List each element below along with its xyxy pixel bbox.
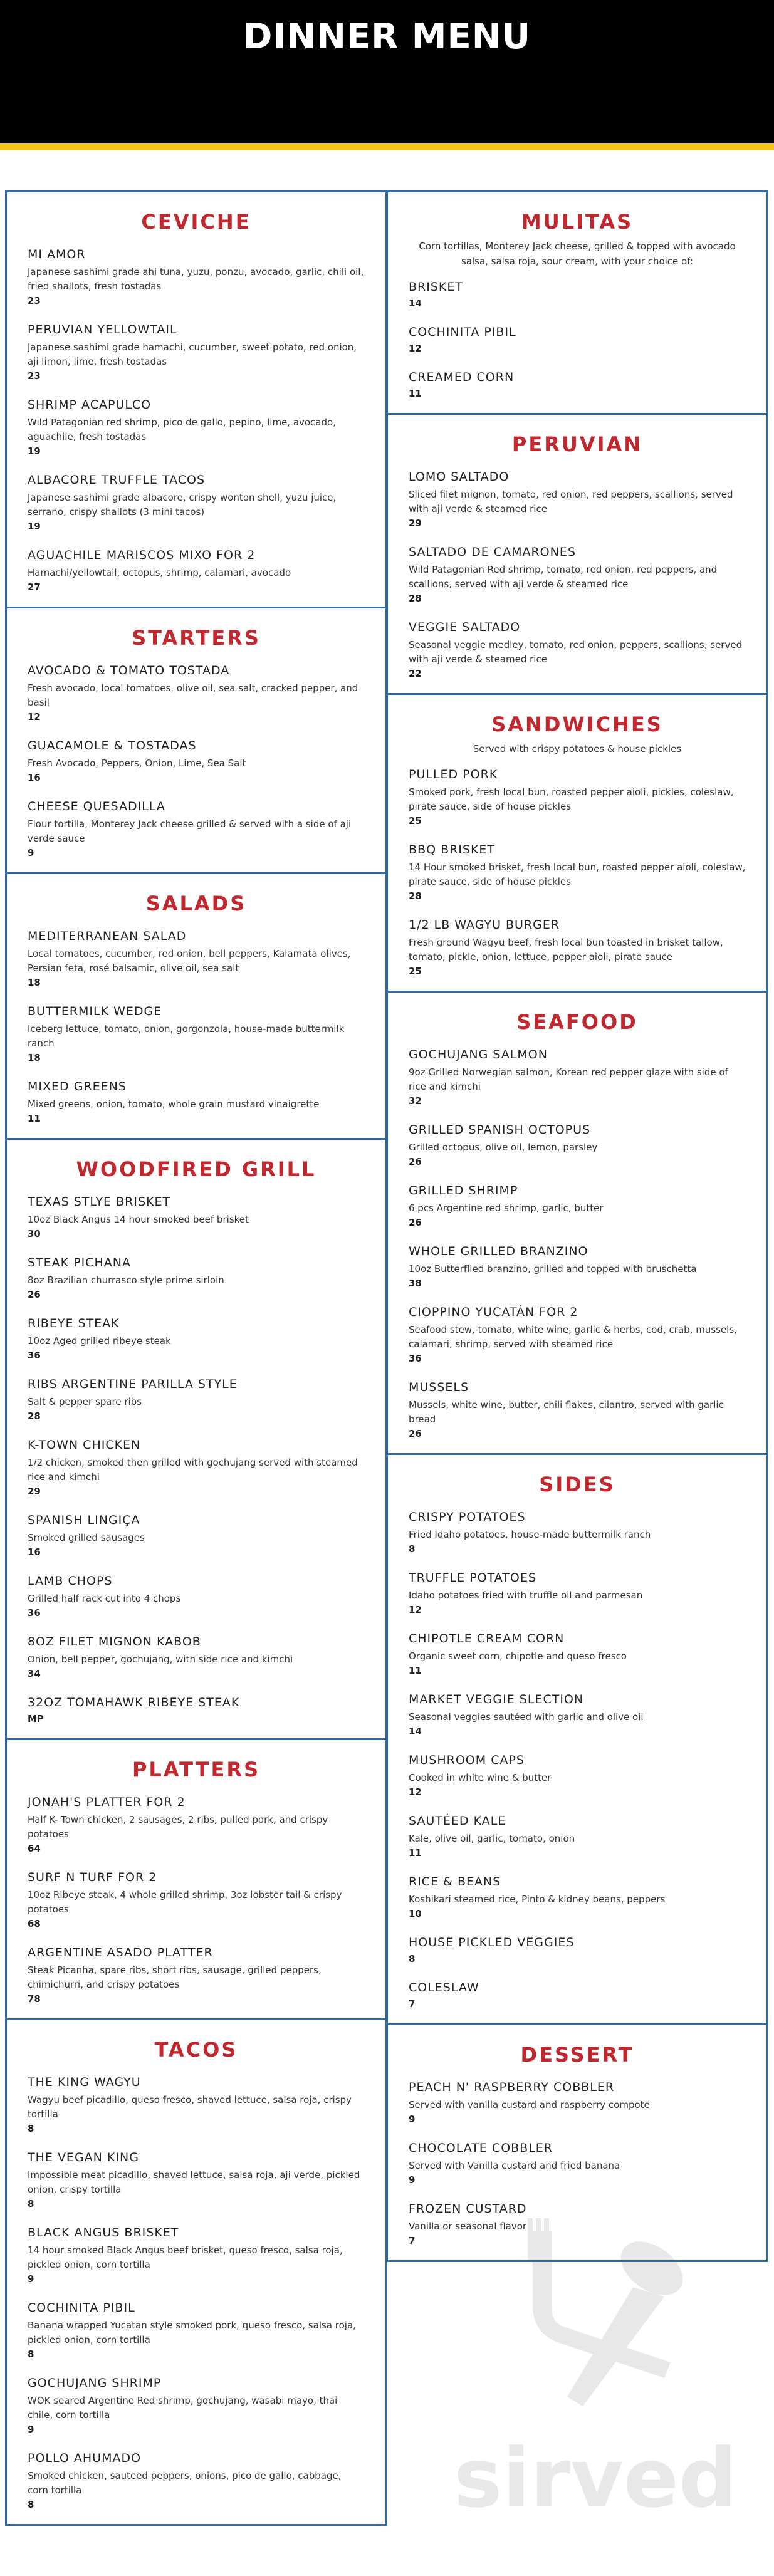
menu-item — [28, 248, 365, 306]
menu-item — [409, 370, 746, 399]
item-description: Salt & pepper spare ribs — [28, 1396, 142, 1407]
item-price: 26 — [409, 1217, 422, 1228]
item-price: 7 — [409, 2235, 416, 2246]
menu-item — [28, 2226, 365, 2285]
item-description: 10oz Black Angus 14 hour smoked beef brisket — [28, 1214, 249, 1225]
item-description: Japanese sashimi grade albacore, crispy wonton shell, yuzu juice, serrano, crispy shallots (3 mini tacos) — [28, 492, 337, 518]
item-price: 11 — [28, 1113, 41, 1124]
section-title: PERUVIAN — [511, 432, 643, 456]
item-price: 8 — [409, 1543, 416, 1555]
menu-item — [409, 843, 746, 902]
item-name: SPANISH LINGIÇA — [28, 1513, 140, 1527]
item-description: Seasonal veggies sautéed with garlic and olive oil — [409, 1711, 644, 1723]
item-description: Smoked chicken, sauteed peppers, onions, pico de gallo, cabbage, corn tortilla — [28, 2470, 342, 2496]
item-price: 11 — [409, 1847, 422, 1859]
item-price: 14 — [409, 298, 422, 309]
item-name: PEACH N' RASPBERRY COBBLER — [409, 2080, 615, 2094]
item-price: 64 — [28, 1843, 41, 1854]
header-stripe — [0, 143, 774, 150]
item-price: 16 — [28, 772, 41, 783]
menu-item — [28, 664, 365, 722]
item-name: RIBEYE STEAK — [28, 1317, 120, 1330]
menu-item — [28, 1795, 365, 1854]
item-price: 9 — [28, 2424, 34, 2435]
item-description: Iceberg lettuce, tomato, onion, gorgonzola, house-made buttermilk ranch — [28, 1023, 345, 1049]
section-title: MULITAS — [521, 210, 634, 234]
item-name: GOCHUJANG SALMON — [409, 1048, 548, 1061]
section-peruvian — [386, 413, 768, 695]
menu-item — [409, 1875, 746, 1919]
item-name: MEDITERRANEAN SALAD — [28, 929, 187, 943]
item-name: MI AMOR — [28, 248, 86, 261]
item-price: 9 — [28, 2273, 34, 2285]
item-name: CHOCOLATE COBBLER — [409, 2141, 553, 2155]
menu-item — [409, 325, 746, 354]
section-subtitle: Corn tortillas, Monterey Jack cheese, grilled & topped with avocado salsa, salsa roja, sour cream, with your choice of: — [419, 241, 736, 267]
item-price: 25 — [409, 815, 422, 827]
item-description: Half K- Town chicken, 2 sausages, 2 ribs, pulled pork, and crispy potatoes — [28, 1814, 328, 1840]
item-description: Smoked pork, fresh local bun, roasted pepper aioli, pickles, coleslaw, pirate sauce, side of house pickles — [409, 786, 734, 812]
section-platters — [5, 1738, 387, 2020]
item-description: 10oz Aged grilled ribeye steak — [28, 1335, 171, 1347]
item-price: 32 — [409, 1095, 422, 1107]
menu-item — [409, 1814, 746, 1859]
section-title: PLATTERS — [132, 1758, 261, 1781]
section-starters — [5, 607, 387, 874]
item-description: 10oz Butterflied branzino, grilled and topped with bruschetta — [409, 1263, 697, 1275]
item-description: Organic sweet corn, chipotle and queso fresco — [409, 1650, 627, 1662]
menu-item — [409, 470, 746, 529]
section-sides — [386, 1453, 768, 2025]
item-price: 10 — [409, 1908, 422, 1919]
item-price: 16 — [28, 1546, 41, 1558]
menu-item — [409, 918, 746, 977]
item-price: 38 — [409, 1278, 422, 1289]
section-tacos — [5, 2018, 387, 2526]
item-name: COLESLAW — [409, 1981, 479, 1995]
item-price: 8 — [28, 2198, 34, 2209]
menu-item — [28, 1377, 365, 1422]
menu-item — [28, 1870, 365, 1929]
right-column — [386, 190, 768, 2260]
item-description: Fried Idaho potatoes, house-made buttermilk ranch — [409, 1529, 651, 1540]
item-price: 18 — [28, 977, 41, 988]
item-price: 28 — [28, 1411, 41, 1422]
item-name: BBQ BRISKET — [409, 843, 496, 857]
item-price: 26 — [409, 1156, 422, 1167]
item-price: 23 — [28, 370, 41, 382]
item-name: TRUFFLE POTATOES — [409, 1571, 536, 1585]
menu-item — [28, 1004, 365, 1063]
section-salads — [5, 872, 387, 1140]
menu-item — [28, 1317, 365, 1361]
menu-item — [28, 1195, 365, 1239]
item-price: 12 — [409, 343, 422, 354]
section-woodfired — [5, 1138, 387, 1740]
item-price: 29 — [28, 1486, 41, 1497]
item-price: 29 — [409, 518, 422, 529]
section-ceviche — [5, 190, 387, 608]
item-price: 26 — [409, 1428, 422, 1439]
menu-item — [409, 1692, 746, 1737]
item-description: Seasonal veggie medley, tomato, red onion, peppers, scallions, served with aji verde & steamed rice — [409, 639, 743, 665]
section-title: DESSERT — [520, 2043, 634, 2067]
menu-item — [28, 2301, 365, 2360]
item-name: SURF N TURF FOR 2 — [28, 1870, 157, 1884]
item-price: 36 — [28, 1350, 41, 1361]
section-title: SALADS — [145, 892, 247, 915]
menu-item — [28, 473, 365, 532]
item-description: Wagyu beef picadillo, queso fresco, shaved lettuce, salsa roja, crispy tortilla — [28, 2094, 352, 2120]
item-name: SHRIMP ACAPULCO — [28, 398, 152, 412]
item-name: 32OZ TOMAHAWK RIBEYE STEAK — [28, 1696, 240, 1709]
menu-item — [409, 768, 746, 827]
item-name: TEXAS STLYE BRISKET — [28, 1195, 171, 1209]
menu-item — [28, 2075, 365, 2134]
item-description: Japanese sashimi grade hamachi, cucumber, sweet potato, red onion, aji limon, lime, fresh tostadas — [28, 342, 357, 367]
item-name: BRISKET — [409, 280, 463, 294]
item-description: Served with vanilla custard and raspberry compote — [409, 2099, 650, 2110]
menu-item — [28, 1635, 365, 1679]
menu-item — [409, 1123, 746, 1167]
item-description: 1/2 chicken, smoked then grilled with gochujang served with steamed rice and kimchi — [28, 1457, 358, 1483]
menu-item — [28, 800, 365, 858]
item-name: PERUVIAN YELLOWTAIL — [28, 323, 177, 336]
menu-item — [409, 1380, 746, 1439]
left-column — [5, 190, 387, 2524]
menu-item — [28, 929, 365, 988]
item-price: 30 — [28, 1228, 41, 1239]
item-price: 12 — [28, 711, 41, 722]
item-name: GRILLED SHRIMP — [409, 1184, 518, 1197]
menu-item — [409, 620, 746, 679]
menu-item — [28, 739, 365, 783]
menu-item — [28, 1946, 365, 2005]
item-name: CIOPPINO YUCATÁN FOR 2 — [409, 1305, 578, 1319]
item-name: STEAK PICHANA — [28, 1256, 131, 1270]
menu-item — [409, 1753, 746, 1798]
item-price: 27 — [28, 581, 41, 593]
item-price: 36 — [28, 1607, 41, 1619]
item-name: GRILLED SPANISH OCTOPUS — [409, 1123, 591, 1137]
section-title: SANDWICHES — [491, 712, 663, 736]
item-name: THE KING WAGYU — [28, 2075, 141, 2089]
section-title: STARTERS — [132, 626, 261, 650]
section-title: WOODFIRED GRILL — [76, 1157, 316, 1181]
item-description: 14 Hour smoked brisket, fresh local bun, roasted pepper aioli, coleslaw, pirate sauce, side of house pickles — [409, 862, 746, 887]
menu-item — [409, 1632, 746, 1676]
item-description: Vanilla or seasonal flavor — [409, 2221, 527, 2232]
item-price: 11 — [409, 1665, 422, 1676]
item-price: 34 — [28, 1668, 41, 1679]
item-name: POLLO AHUMADO — [28, 2451, 142, 2465]
item-description: Idaho potatoes fried with truffle oil and parmesan — [409, 1590, 643, 1601]
menu-item — [409, 1981, 746, 2010]
item-description: Served with Vanilla custard and fried banana — [409, 2160, 620, 2171]
item-price: 8 — [28, 2123, 34, 2134]
item-name: 8OZ FILET MIGNON KABOB — [28, 1635, 201, 1649]
menu-item — [409, 1305, 746, 1364]
menu-item — [409, 1184, 746, 1228]
item-name: WHOLE GRILLED BRANZINO — [409, 1244, 588, 1258]
item-description: Wild Patagonian red shrimp, pico de gallo, pepino, lime, avocado, aguachile, fresh tostadas — [28, 417, 336, 442]
item-description: Kale, olive oil, garlic, tomato, onion — [409, 1833, 575, 1844]
menu-item — [409, 1510, 746, 1555]
item-price: 8 — [409, 1953, 416, 1964]
menu-item — [28, 2151, 365, 2209]
item-description: Local tomatoes, cucumber, red onion, bell peppers, Kalamata olives, Persian feta, rosé balsamic, olive oil, sea salt — [28, 948, 351, 974]
item-description: Cooked in white wine & butter — [409, 1772, 552, 1783]
item-description: Smoked grilled sausages — [28, 1532, 145, 1543]
item-description: Steak Picanha, spare ribs, short ribs, sausage, grilled peppers, chimichurri, and crispy potatoes — [28, 1964, 322, 1990]
menu-item — [409, 280, 746, 309]
item-price: 78 — [28, 1993, 41, 2005]
item-price: 68 — [28, 1918, 41, 1929]
item-price: 22 — [409, 668, 422, 679]
item-price: 18 — [28, 1052, 41, 1063]
item-description: 6 pcs Argentine red shrimp, garlic, butter — [409, 1202, 604, 1214]
menu-item — [28, 1696, 365, 1724]
item-name: VEGGIE SALTADO — [409, 620, 521, 634]
watermark-text: sirved — [453, 2431, 738, 2526]
item-name: RICE & BEANS — [409, 1875, 501, 1889]
menu-item — [409, 2141, 746, 2186]
item-name: HOUSE PICKLED VEGGIES — [409, 1936, 575, 1949]
menu-item — [409, 2202, 746, 2246]
item-description: WOK seared Argentine Red shrimp, gochujang, wasabi mayo, thai chile, corn tortilla — [28, 2395, 338, 2421]
menu-header — [0, 0, 774, 150]
item-name: GUACAMOLE & TOSTADAS — [28, 739, 197, 753]
menu-item — [409, 1048, 746, 1107]
item-price: 9 — [409, 2174, 416, 2186]
item-price: 36 — [409, 1353, 422, 1364]
item-price: 11 — [409, 388, 422, 399]
section-title: TACOS — [154, 2038, 238, 2062]
item-price: 23 — [28, 295, 41, 306]
section-title: CEVICHE — [141, 210, 251, 234]
item-price: 12 — [409, 1786, 422, 1798]
item-name: THE VEGAN KING — [28, 2151, 139, 2164]
item-name: SALTADO DE CAMARONES — [409, 545, 576, 559]
item-name: GOCHUJANG SHRIMP — [28, 2376, 162, 2390]
item-name: PULLED PORK — [409, 768, 498, 781]
menu-item — [28, 548, 365, 593]
menu-item — [409, 1571, 746, 1615]
item-description: Banana wrapped Yucatan style smoked pork, queso fresco, salsa roja, pickled onion, corn tortilla — [28, 2320, 356, 2345]
page-title: DINNER MENU — [243, 16, 531, 57]
item-description: Onion, bell pepper, gochujang, with side rice and kimchi — [28, 1654, 293, 1665]
item-price: MP — [28, 1713, 44, 1724]
item-description: 8oz Brazilian churrasco style prime sirloin — [28, 1275, 224, 1286]
item-name: CHIPOTLE CREAM CORN — [409, 1632, 565, 1645]
menu-item — [409, 545, 746, 604]
section-sandwiches — [386, 693, 768, 993]
item-description: 9oz Grilled Norwegian salmon, Korean red pepper glaze with side of rice and kimchi — [409, 1066, 728, 1092]
menu-item — [28, 1256, 365, 1300]
item-name: ARGENTINE ASADO PLATTER — [28, 1946, 213, 1959]
menu-item — [28, 2451, 365, 2510]
item-name: CREAMED CORN — [409, 370, 515, 384]
item-name: MARKET VEGGIE SLECTION — [409, 1692, 584, 1706]
item-description: Hamachi/yellowtail, octopus, shrimp, calamari, avocado — [28, 567, 291, 578]
item-name: ALBACORE TRUFFLE TACOS — [28, 473, 206, 487]
item-name: CRISPY POTATOES — [409, 1510, 526, 1524]
item-name: AVOCADO & TOMATO TOSTADA — [28, 664, 230, 677]
item-name: AGUACHILE MARISCOS MIXO FOR 2 — [28, 548, 256, 562]
item-description: Japanese sashimi grade ahi tuna, yuzu, ponzu, avocado, garlic, chili oil, fried shallots, fresh tostadas — [28, 266, 364, 292]
item-name: LAMB CHOPS — [28, 1574, 113, 1588]
item-description: Grilled half rack cut into 4 chops — [28, 1593, 181, 1604]
section-seafood — [386, 991, 768, 1455]
menu-item — [28, 398, 365, 457]
menu-item — [28, 1513, 365, 1558]
item-description: Mixed greens, onion, tomato, whole grain mustard vinaigrette — [28, 1098, 320, 1110]
item-description: Seafood stew, tomato, white wine, garlic & herbs, cod, crab, mussels, calamari, shrimp, served with steamed rice — [409, 1324, 737, 1350]
section-subtitle: Served with crispy potatoes & house pickles — [473, 743, 682, 754]
item-price: 8 — [28, 2349, 34, 2360]
menu-item — [28, 1080, 365, 1124]
item-price: 28 — [409, 593, 422, 604]
item-price: 9 — [409, 2114, 416, 2125]
item-description: Flour tortilla, Monterey Jack cheese grilled & served with a side of aji verde sauce — [28, 818, 352, 844]
item-description: 14 hour smoked Black Angus beef brisket, queso fresco, salsa roja, pickled onion, corn tortilla — [28, 2245, 343, 2270]
item-price: 19 — [28, 521, 41, 532]
item-name: FROZEN CUSTARD — [409, 2202, 527, 2216]
section-mulitas — [386, 190, 768, 415]
item-name: MIXED GREENS — [28, 1080, 127, 1093]
section-dessert — [386, 2023, 768, 2262]
item-name: BUTTERMILK WEDGE — [28, 1004, 162, 1018]
item-name: SAUTÉED KALE — [409, 1814, 506, 1828]
item-price: 19 — [28, 446, 41, 457]
item-name: COCHINITA PIBIL — [409, 325, 516, 339]
item-name: MUSSELS — [409, 1380, 469, 1394]
menu-item — [409, 2080, 746, 2125]
item-description: 10oz Ribeye steak, 4 whole grilled shrimp, 3oz lobster tail & crispy potatoes — [28, 1889, 342, 1915]
item-name: CHEESE QUESADILLA — [28, 800, 165, 813]
menu-item — [28, 1574, 365, 1619]
item-name: JONAH'S PLATTER FOR 2 — [28, 1795, 186, 1809]
item-name: BLACK ANGUS BRISKET — [28, 2226, 179, 2240]
item-description: Fresh avocado, local tomatoes, olive oil, sea salt, cracked pepper, and basil — [28, 682, 358, 708]
menu-item — [28, 323, 365, 382]
item-price: 14 — [409, 1726, 422, 1737]
menu-item — [409, 1936, 746, 1964]
item-description: Grilled octopus, olive oil, lemon, parsley — [409, 1142, 598, 1153]
item-price: 9 — [28, 847, 34, 858]
item-name: COCHINITA PIBIL — [28, 2301, 135, 2315]
item-description: Wild Patagonian Red shrimp, tomato, red onion, red peppers, and scallions, served with aji verde & steamed rice — [409, 564, 718, 590]
item-name: LOMO SALTADO — [409, 470, 510, 484]
item-name: 1/2 LB WAGYU BURGER — [409, 918, 560, 932]
item-description: Mussels, white wine, butter, chili flakes, cilantro, served with garlic bread — [409, 1399, 724, 1425]
menu-item — [28, 2376, 365, 2435]
item-description: Sliced filet mignon, tomato, red onion, red peppers, scallions, served with aji verde & steamed rice — [409, 489, 733, 514]
item-price: 7 — [409, 1998, 416, 2010]
item-description: Fresh Avocado, Peppers, Onion, Lime, Sea Salt — [28, 758, 246, 769]
item-price: 8 — [28, 2499, 34, 2510]
item-price: 26 — [28, 1289, 41, 1300]
section-title: SEAFOOD — [516, 1010, 638, 1034]
menu-item — [409, 1244, 746, 1289]
item-name: K-TOWN CHICKEN — [28, 1438, 141, 1452]
item-name: MUSHROOM CAPS — [409, 1753, 525, 1767]
item-description: Impossible meat picadillo, shaved lettuce, salsa roja, aji verde, pickled onion, crispy tortilla — [28, 2169, 360, 2195]
item-name: RIBS ARGENTINE PARILLA STYLE — [28, 1377, 238, 1391]
item-price: 12 — [409, 1604, 422, 1615]
menu-item — [28, 1438, 365, 1497]
item-price: 25 — [409, 966, 422, 977]
section-title: SIDES — [539, 1473, 615, 1496]
item-price: 28 — [409, 890, 422, 902]
item-description: Koshikari steamed rice, Pinto & kidney beans, peppers — [409, 1894, 666, 1905]
item-description: Fresh ground Wagyu beef, fresh local bun toasted in brisket tallow, tomato, pickle, onion, lettuce, pepper aioli, pirate sauce — [409, 937, 723, 962]
